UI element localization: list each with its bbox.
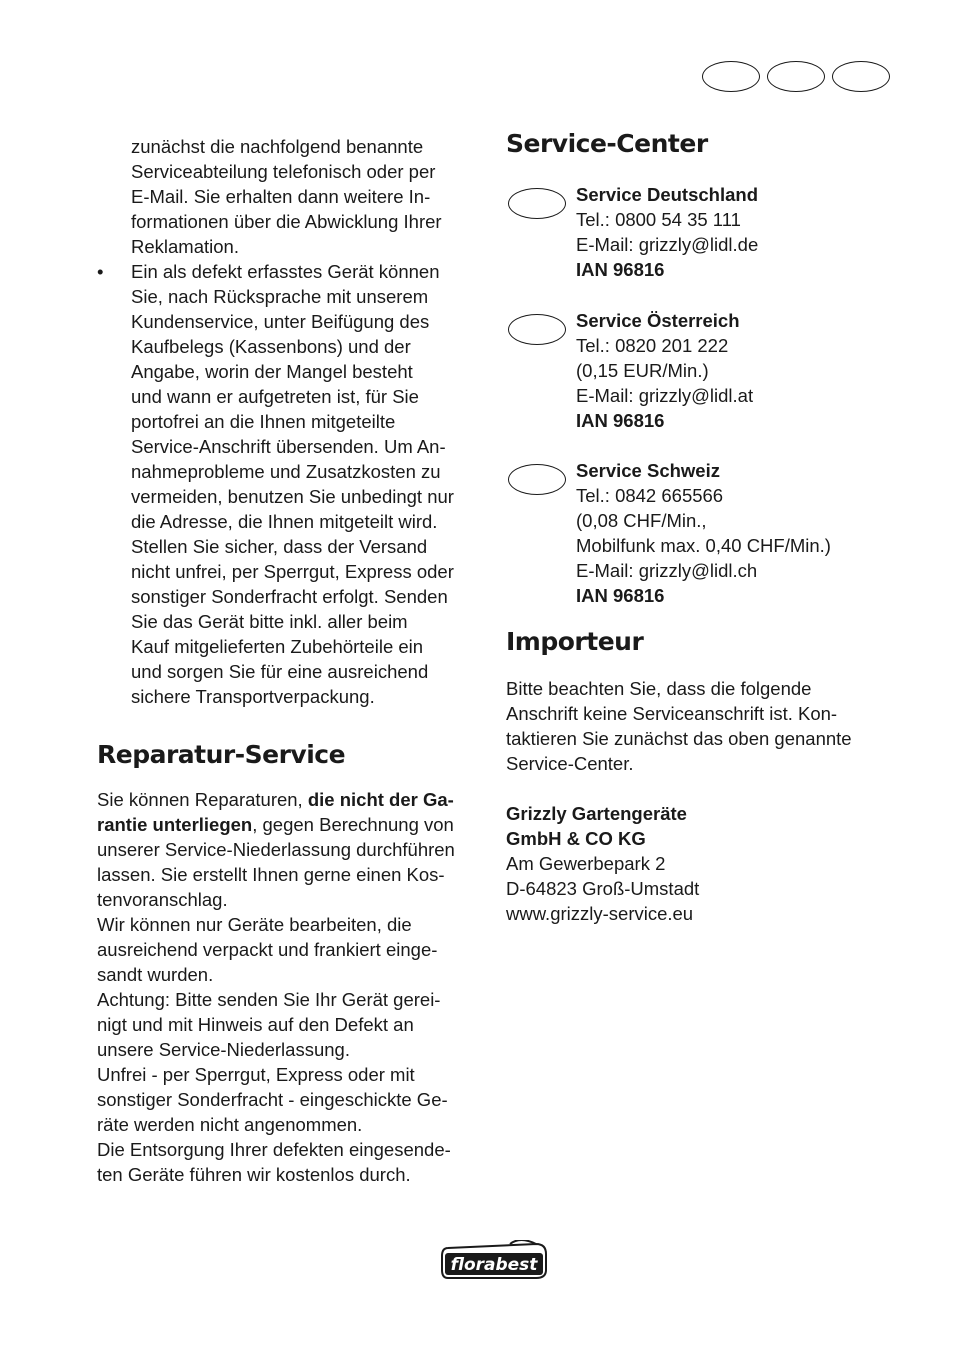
company-name: Grizzly Gartengeräte xyxy=(506,803,687,824)
text-line: unserer Service-Niederlassung durchführen xyxy=(97,839,455,860)
bold-span: die nicht der Ga- xyxy=(307,789,454,810)
service-name: Service Österreich xyxy=(576,310,740,331)
left-column xyxy=(97,134,482,1187)
text-line: Unfrei - per Sperrgut, Express oder mit xyxy=(97,1064,415,1085)
text-line: vermeiden, benutzen Sie unbedingt nur xyxy=(131,486,454,507)
bold-span: rantie unterliegen xyxy=(97,814,253,835)
text-line: nicht unfrei, per Sperrgut, Express oder xyxy=(131,561,454,582)
text-line: ausreichend verpackt und frankiert einge- xyxy=(97,939,438,960)
importer-paragraph xyxy=(506,676,886,776)
text-line: E-Mail. Sie erhalten dann weitere In- xyxy=(131,186,431,207)
text-line: taktieren Sie zunächst das oben genannte xyxy=(506,728,852,749)
service-block-at xyxy=(506,308,886,433)
florabest-logo xyxy=(440,1240,552,1282)
service-name: Service Schweiz xyxy=(576,460,720,481)
service-email: E-Mail: grizzly@lidl.de xyxy=(576,234,759,255)
bullet-symbol: • xyxy=(97,261,104,282)
continuation-paragraph xyxy=(97,134,482,259)
country-oval-1 xyxy=(702,61,760,92)
importer-address xyxy=(506,801,886,926)
logo-text: florabest xyxy=(450,1255,538,1275)
service-ian: IAN 96816 xyxy=(576,259,665,280)
service-email: E-Mail: grizzly@lidl.ch xyxy=(576,560,758,581)
country-oval-2 xyxy=(767,61,825,92)
text-line xyxy=(97,787,482,812)
country-oval-3 xyxy=(832,61,890,92)
text-line: Service-Anschrift übersenden. Um An- xyxy=(131,436,446,457)
text-line: Kaufbelegs (Kassenbons) und der xyxy=(131,336,411,357)
text-line: Anschrift keine Serviceanschrift ist. Kon- xyxy=(506,703,838,724)
text-line: die Adresse, die Ihnen mitgeteilt wird. xyxy=(131,511,438,532)
service-phone: Tel.: 0842 665566 xyxy=(576,485,724,506)
text-line: Kauf mitgelieferten Zubehörteile ein xyxy=(131,636,424,657)
text-line: Angabe, worin der Mangel besteht xyxy=(131,361,413,382)
repair-paragraph xyxy=(97,787,482,1187)
text-line: Service-Center. xyxy=(506,753,634,774)
text-line: sonstiger Sonderfracht erfolgt. Senden xyxy=(131,586,448,607)
service-email: E-Mail: grizzly@lidl.at xyxy=(576,385,754,406)
text-line: tenvoranschlag. xyxy=(97,889,228,910)
service-rate: (0,08 CHF/Min., xyxy=(576,510,707,531)
service-ian: IAN 96816 xyxy=(576,585,665,606)
text-line: sandt wurden. xyxy=(97,964,214,985)
text-line: Sie das Gerät bitte inkl. aller beim xyxy=(131,611,408,632)
text-line: unsere Service-Niederlassung. xyxy=(97,1039,350,1060)
text-line: Sie, nach Rücksprache mit unserem xyxy=(131,286,429,307)
text-line: sichere Transportverpackung. xyxy=(131,686,375,707)
service-block-ch xyxy=(506,458,886,608)
text-line: Serviceabteilung telefonisch oder per xyxy=(131,161,436,182)
text-line: portofrei an die Ihnen mitgeteilte xyxy=(131,411,396,432)
country-oval xyxy=(508,464,566,495)
country-oval xyxy=(508,188,566,219)
text-line: nahmeprobleme und Zusatzkosten zu xyxy=(131,461,441,482)
address-street: Am Gewerbepark 2 xyxy=(506,853,666,874)
text-line: ten Geräte führen wir kostenlos durch. xyxy=(97,1164,411,1185)
text-line: Ein als defekt erfasstes Gerät können xyxy=(131,261,440,282)
text-line: sonstiger Sonderfracht - eingeschickte Ge- xyxy=(97,1089,448,1110)
country-oval xyxy=(508,314,566,345)
text-line: zunächst die nachfolgend benannte xyxy=(131,136,424,157)
text-line: Reklamation. xyxy=(131,236,239,257)
text-span: Sie können Reparaturen, xyxy=(97,789,308,810)
company-name: GmbH & CO KG xyxy=(506,828,646,849)
text-line: Die Entsorgung Ihrer defekten eingesende- xyxy=(97,1139,451,1160)
text-line: Stellen Sie sicher, dass der Versand xyxy=(131,536,428,557)
text-line: räte werden nicht angenommen. xyxy=(97,1114,363,1135)
service-block-de xyxy=(506,182,886,282)
service-center-heading: Service-Center xyxy=(506,129,708,158)
service-phone: Tel.: 0800 54 35 111 xyxy=(576,209,741,230)
text-line: Achtung: Bitte senden Sie Ihr Gerät gerei- xyxy=(97,989,441,1010)
text-line: Kundenservice, unter Beifügung des xyxy=(131,311,430,332)
service-name: Service Deutschland xyxy=(576,184,758,205)
text-line: Wir können nur Geräte bearbeiten, die xyxy=(97,914,412,935)
service-ian: IAN 96816 xyxy=(576,410,665,431)
text-line: nigt und mit Hinweis auf den Defekt an xyxy=(97,1014,414,1035)
bullet-item xyxy=(97,259,482,709)
text-line: und wann er aufgetreten ist, für Sie xyxy=(131,386,419,407)
service-phone: Tel.: 0820 201 222 xyxy=(576,335,729,356)
text-line: formationen über die Abwicklung Ihrer xyxy=(131,211,442,232)
text-line: und sorgen Sie für eine ausreichend xyxy=(131,661,429,682)
address-website: www.grizzly-service.eu xyxy=(506,903,694,924)
repair-heading: Reparatur-Service xyxy=(97,740,346,769)
text-line xyxy=(97,812,482,837)
text-line: Bitte beachten Sie, dass die folgende xyxy=(506,678,812,699)
importer-heading: Importeur xyxy=(506,627,644,656)
right-column xyxy=(506,126,886,926)
service-rate: (0,15 EUR/Min.) xyxy=(576,360,709,381)
address-city: D-64823 Groß-Umstadt xyxy=(506,878,700,899)
text-span: , gegen Berechnung von xyxy=(252,814,454,835)
service-rate-mobile: Mobilfunk max. 0,40 CHF/Min.) xyxy=(576,535,831,556)
text-line: lassen. Sie erstellt Ihnen gerne einen Kos- xyxy=(97,864,445,885)
